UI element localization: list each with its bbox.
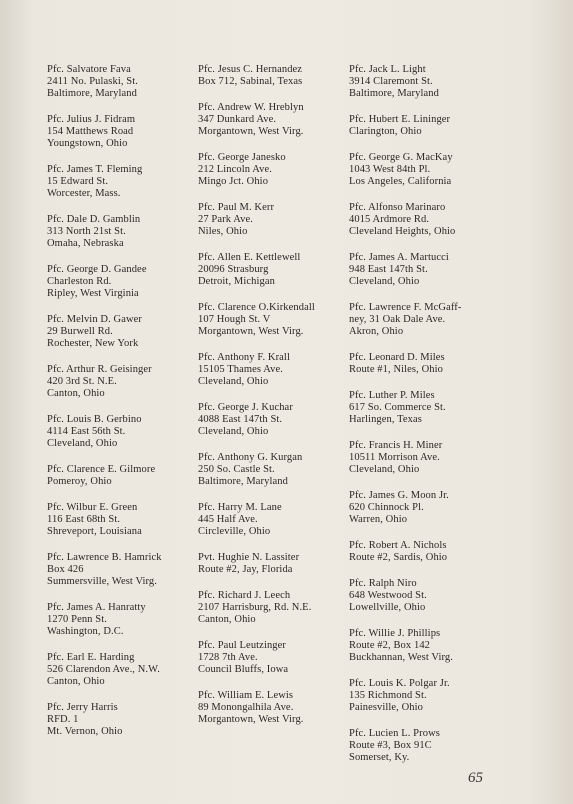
- address-line: Baltimore, Maryland: [198, 476, 288, 487]
- address-line: 4088 East 147th St.: [198, 414, 283, 425]
- address-line: 3914 Claremont St.: [349, 76, 433, 87]
- roster-entry: [198, 452, 348, 488]
- address-line: Omaha, Nebraska: [47, 238, 124, 249]
- address-line: Detroit, Michigan: [198, 276, 275, 287]
- address-line: Washington, D.C.: [47, 626, 124, 637]
- address-line: 89 Monongalhila Ave.: [198, 702, 294, 713]
- soldier-name: Pvt. Hughie N. Lassiter: [198, 552, 300, 563]
- soldier-name: Pfc. Paul Leutzinger: [198, 640, 287, 651]
- soldier-name: Pfc. Richard J. Leech: [198, 590, 291, 601]
- address-line: Route #1, Niles, Ohio: [349, 364, 443, 375]
- soldier-name: Pfc. Melvin D. Gawer: [47, 314, 143, 325]
- address-line: 1043 West 84th Pl.: [349, 164, 431, 175]
- soldier-name: Pfc. James T. Fleming: [47, 164, 143, 175]
- address-line: Harlingen, Texas: [349, 414, 422, 425]
- soldier-name: Pfc. Louis B. Gerbino: [47, 414, 142, 425]
- soldier-name: Pfc. George Janesko: [198, 152, 286, 163]
- address-line: Clarington, Ohio: [349, 126, 422, 137]
- address-line: 250 So. Castle St.: [198, 464, 275, 475]
- address-line: Lowellville, Ohio: [349, 602, 426, 613]
- soldier-name: Pfc. Earl E. Harding: [47, 652, 135, 663]
- address-line: Youngstown, Ohio: [47, 138, 128, 149]
- roster-entry: [47, 264, 197, 300]
- roster-entry: [198, 502, 348, 538]
- roster-entry: [198, 352, 348, 388]
- address-line: Route #3, Box 91C: [349, 740, 432, 751]
- address-line: 420 3rd St. N.E.: [47, 376, 117, 387]
- roster-entry: [349, 578, 499, 614]
- soldier-name: Pfc. William E. Lewis: [198, 690, 294, 701]
- address-line: Warren, Ohio: [349, 514, 408, 525]
- soldier-name: Pfc. Paul M. Kerr: [198, 202, 275, 213]
- address-line: Route #2, Box 142: [349, 640, 431, 651]
- address-line: Charleston Rd.: [47, 276, 112, 287]
- address-line: 617 So. Commerce St.: [349, 402, 446, 413]
- address-line: 29 Burwell Rd.: [47, 326, 113, 337]
- roster-entry: [198, 302, 348, 338]
- address-line: 1728 7th Ave.: [198, 652, 258, 663]
- address-line: 4114 East 56th St.: [47, 426, 126, 437]
- soldier-name: Pfc. Clarence E. Gilmore: [47, 464, 156, 475]
- address-line: 116 East 68th St.: [47, 514, 121, 525]
- address-line: Baltimore, Maryland: [349, 88, 439, 99]
- address-line: 15 Edward St.: [47, 176, 109, 187]
- roster-entry: [47, 164, 197, 200]
- roster-entry: [47, 414, 197, 450]
- roster-entry: [198, 102, 348, 138]
- address-line: 20096 Strasburg: [198, 264, 269, 275]
- address-line: Painesville, Ohio: [349, 702, 424, 713]
- roster-entry: [47, 652, 197, 688]
- roster-entry: [198, 202, 348, 238]
- address-line: 154 Matthews Road: [47, 126, 134, 137]
- roster-entry: [349, 490, 499, 526]
- roster-entry: [47, 64, 197, 100]
- soldier-name: Pfc. George G. MacKay: [349, 152, 453, 163]
- address-line: 347 Dunkard Ave.: [198, 114, 277, 125]
- soldier-name: Pfc. Francis H. Miner: [349, 440, 443, 451]
- roster-entry: [349, 152, 499, 188]
- address-line: Mt. Vernon, Ohio: [47, 726, 123, 737]
- address-line: Niles, Ohio: [198, 226, 248, 237]
- roster-column-1: [47, 64, 197, 752]
- address-line: Shreveport, Louisiana: [47, 526, 142, 537]
- address-line: 948 East 147th St.: [349, 264, 428, 275]
- address-line: Route #2, Jay, Florida: [198, 564, 293, 575]
- roster-entry: [349, 114, 499, 138]
- address-line: Canton, Ohio: [47, 388, 105, 399]
- soldier-name: Pfc. Jesus C. Hernandez: [198, 64, 303, 75]
- roster-entry: [47, 502, 197, 538]
- roster-entry: [198, 152, 348, 188]
- soldier-name: Pfc. Julius J. Fidram: [47, 114, 136, 125]
- soldier-name: Pfc. Jerry Harris: [47, 702, 118, 713]
- roster-entry: [349, 64, 499, 100]
- roster-entry: [349, 202, 499, 238]
- roster-entry: [349, 352, 499, 376]
- roster-entry: [349, 628, 499, 664]
- address-line: Los Angeles, California: [349, 176, 452, 187]
- roster-entry: [349, 440, 499, 476]
- soldier-name: Pfc. Anthony F. Krall: [198, 352, 290, 363]
- soldier-name: Pfc. Alfonso Marinaro: [349, 202, 446, 213]
- address-line: Cleveland, Ohio: [349, 276, 420, 287]
- roster-entry: [47, 552, 197, 588]
- soldier-name: Pfc. Lucien L. Prows: [349, 728, 440, 739]
- roster-entry: [198, 640, 348, 676]
- roster-entry: [349, 728, 499, 764]
- address-line: Worcester, Mass.: [47, 188, 121, 199]
- soldier-name: Pfc. Harry M. Lane: [198, 502, 282, 513]
- address-line: 15105 Thames Ave.: [198, 364, 284, 375]
- soldier-name: Pfc. Robert A. Nichols: [349, 540, 447, 551]
- roster-entry: [198, 690, 348, 726]
- soldier-name: Pfc. Salvatore Fava: [47, 64, 131, 75]
- page-number: 65: [468, 770, 483, 786]
- address-line: Cleveland, Ohio: [198, 376, 269, 387]
- soldier-name: Pfc. Luther P. Miles: [349, 390, 435, 401]
- address-line: Morgantown, West Virg.: [198, 714, 304, 725]
- roster-entry: [47, 214, 197, 250]
- address-line: Council Bluffs, Iowa: [198, 664, 289, 675]
- soldier-name: Pfc. Andrew W. Hreblyn: [198, 102, 304, 113]
- address-line: Rochester, New York: [47, 338, 139, 349]
- address-line: ney, 31 Oak Dale Ave.: [349, 314, 446, 325]
- address-line: Canton, Ohio: [47, 676, 105, 687]
- address-line: 1270 Penn St.: [47, 614, 107, 625]
- soldier-name: Pfc. George J. Kuchar: [198, 402, 293, 413]
- address-line: Box 426: [47, 564, 84, 575]
- address-line: Canton, Ohio: [198, 614, 256, 625]
- address-line: 10511 Morrison Ave.: [349, 452, 440, 463]
- address-line: RFD. 1: [47, 714, 79, 725]
- address-line: Baltimore, Maryland: [47, 88, 137, 99]
- roster-entry: [198, 552, 348, 576]
- soldier-name: Pfc. Jack L. Light: [349, 64, 426, 75]
- roster-entry: [47, 464, 197, 488]
- soldier-name: Pfc. George D. Gandee: [47, 264, 147, 275]
- roster-column-2: [198, 64, 348, 740]
- soldier-name: Pfc. Louis K. Polgar Jr.: [349, 678, 450, 689]
- address-line: Box 712, Sabinal, Texas: [198, 76, 303, 87]
- roster-entry: [198, 402, 348, 438]
- address-line: 2411 No. Pulaski, St.: [47, 76, 138, 87]
- roster-entry: [47, 602, 197, 638]
- address-line: Route #2, Sardis, Ohio: [349, 552, 448, 563]
- address-line: Cleveland Heights, Ohio: [349, 226, 456, 237]
- address-line: 526 Clarendon Ave., N.W.: [47, 664, 160, 675]
- roster-entry: [349, 302, 499, 338]
- address-line: Akron, Ohio: [349, 326, 404, 337]
- soldier-name: Pfc. Ralph Niro: [349, 578, 417, 589]
- soldier-name: Pfc. Arthur R. Geisinger: [47, 364, 152, 375]
- address-line: Cleveland, Ohio: [47, 438, 118, 449]
- address-line: 212 Lincoln Ave.: [198, 164, 273, 175]
- roster-entry: [47, 314, 197, 350]
- roster-entry: [47, 702, 197, 738]
- roster-entry: [47, 364, 197, 400]
- soldier-name: Pfc. James A. Hanratty: [47, 602, 146, 613]
- address-line: 620 Chinnock Pl.: [349, 502, 424, 513]
- soldier-name: Pfc. Lawrence F. McGaff-: [349, 302, 462, 313]
- soldier-name: Pfc. Wilbur E. Green: [47, 502, 138, 513]
- roster-entry: [47, 114, 197, 150]
- address-line: 107 Hough St. V: [198, 314, 271, 325]
- address-line: Circleville, Ohio: [198, 526, 271, 537]
- soldier-name: Pfc. Hubert E. Lininger: [349, 114, 451, 125]
- address-line: 445 Half Ave.: [198, 514, 258, 525]
- address-line: Morgantown, West Virg.: [198, 126, 304, 137]
- soldier-name: Pfc. Leonard D. Miles: [349, 352, 445, 363]
- address-line: 648 Westwood St.: [349, 590, 427, 601]
- roster-entry: [198, 252, 348, 288]
- roster-entry: [349, 540, 499, 564]
- soldier-name: Pfc. Dale D. Gamblin: [47, 214, 141, 225]
- address-line: 4015 Ardmore Rd.: [349, 214, 430, 225]
- soldier-name: Pfc. Clarence O.Kirkendall: [198, 302, 315, 313]
- address-line: Somerset, Ky.: [349, 752, 410, 763]
- address-line: Pomeroy, Ohio: [47, 476, 112, 487]
- address-line: 27 Park Ave.: [198, 214, 253, 225]
- soldier-name: Pfc. James A. Martucci: [349, 252, 449, 263]
- address-line: Cleveland, Ohio: [198, 426, 269, 437]
- address-line: 2107 Harrisburg, Rd. N.E.: [198, 602, 312, 613]
- soldier-name: Pfc. Lawrence B. Hamrick: [47, 552, 162, 563]
- address-line: Summersville, West Virg.: [47, 576, 158, 587]
- address-line: Ripley, West Virginia: [47, 288, 139, 299]
- roster-entry: [349, 252, 499, 288]
- address-line: Morgantown, West Virg.: [198, 326, 304, 337]
- address-line: 313 North 21st St.: [47, 226, 126, 237]
- soldier-name: Pfc. Allen E. Kettlewell: [198, 252, 301, 263]
- soldier-name: Pfc. Anthony G. Kurgan: [198, 452, 303, 463]
- address-line: 135 Richmond St.: [349, 690, 427, 701]
- roster-entry: [198, 64, 348, 88]
- roster-entry: [198, 590, 348, 626]
- address-line: Mingo Jct. Ohio: [198, 176, 269, 187]
- roster-entry: [349, 678, 499, 714]
- address-line: Cleveland, Ohio: [349, 464, 420, 475]
- address-line: Buckhannan, West Virg.: [349, 652, 453, 663]
- soldier-name: Pfc. James G. Moon Jr.: [349, 490, 449, 501]
- soldier-name: Pfc. Willie J. Phillips: [349, 628, 441, 639]
- roster-entry: [349, 390, 499, 426]
- roster-column-3: [349, 64, 499, 778]
